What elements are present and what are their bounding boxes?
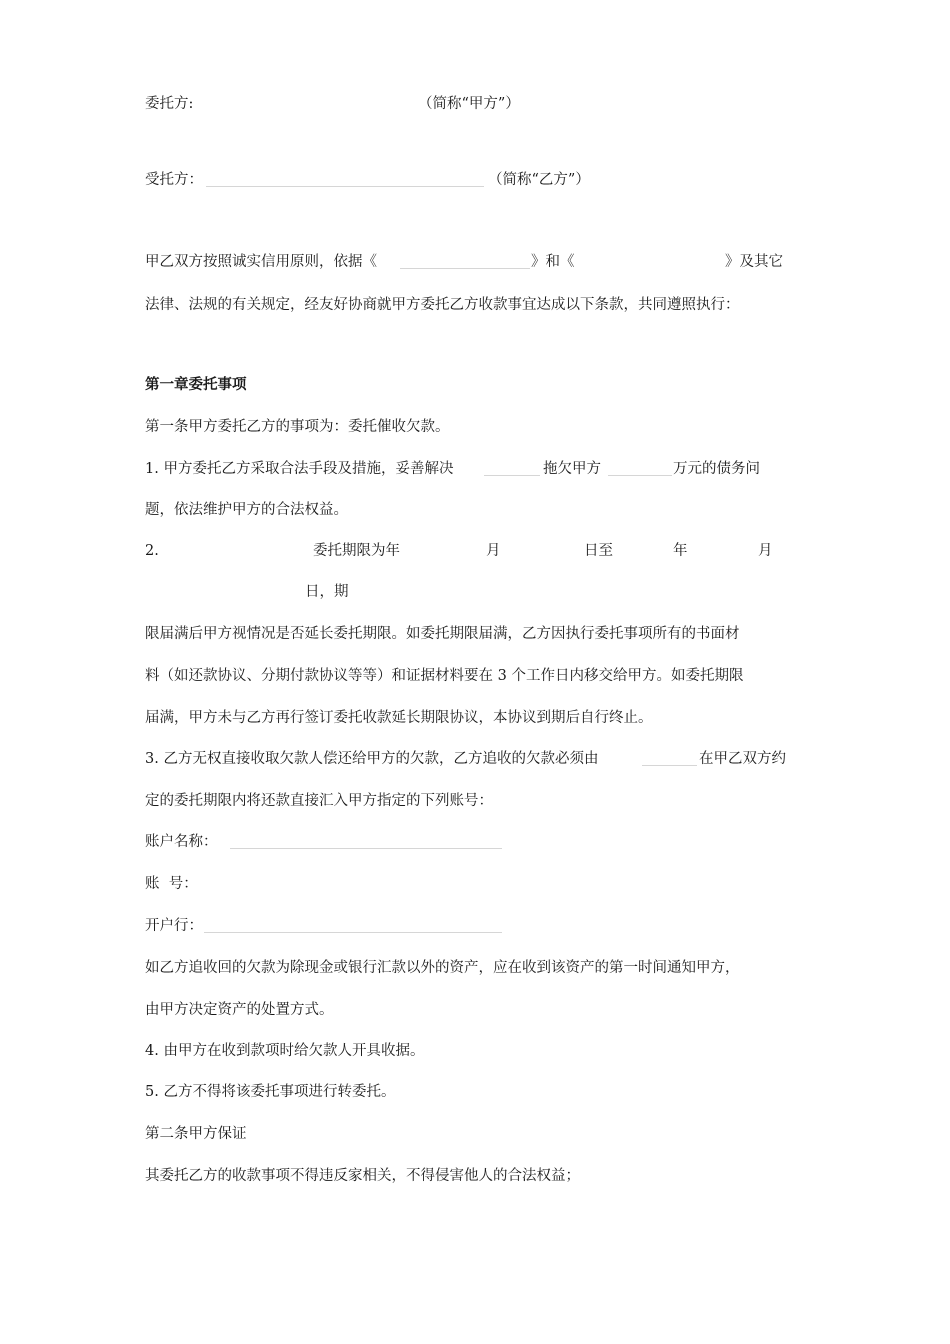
item-2-day-2: 日，期 — [305, 584, 349, 600]
item-2-month-2: 月 — [758, 543, 773, 559]
debtor-blank — [484, 475, 540, 476]
principal-abbreviation: （简称“甲方”） — [418, 96, 520, 112]
item-1-d: 题，依法维护甲方的合法权益。 — [145, 502, 348, 518]
preamble-line1-b: 》和《 — [531, 254, 575, 270]
item-2-year-2: 年 — [673, 543, 688, 559]
item-2-month-1: 月 — [486, 543, 501, 559]
asset-line-2: 由甲方决定资产的处置方式。 — [145, 1002, 334, 1018]
account-number-label: 账 号： — [145, 876, 198, 892]
item-3-a: 3. 乙方无权直接收取欠款人偿还给甲方的欠款，乙方追收的欠款必须由 — [145, 751, 599, 767]
item-4: 4. 由甲方在收到款项时给欠款人开具收据。 — [145, 1043, 425, 1059]
amount-blank — [608, 475, 672, 476]
item-5: 5. 乙方不得将该委托事项进行转委托。 — [145, 1084, 396, 1100]
item-3-b: 在甲乙双方约 — [699, 751, 786, 767]
agent-label: 受托方： — [145, 172, 203, 188]
bank-blank — [204, 932, 502, 933]
item-2-line-4: 料（如还款协议、分期付款协议等等）和证据材料要在 3 个工作日内移交给甲方。如委托期限 — [145, 668, 744, 684]
preamble-line1-a: 甲乙双方按照诚实信用原则，依据《 — [145, 254, 377, 270]
bank-label: 开户行： — [145, 918, 203, 934]
agent-abbreviation: （简称“乙方”） — [488, 172, 590, 188]
item-1-a: 1. 甲方委托乙方采取合法手段及措施，妥善解决 — [145, 461, 454, 477]
principal-label: 委托方: — [145, 96, 194, 112]
chapter-title: 第一章委托事项 — [145, 377, 247, 393]
asset-line-1: 如乙方追收回的欠款为除现金或银行汇款以外的资产，应在收到该资产的第一时间通知甲方， — [145, 960, 740, 976]
item-2-number: 2. — [145, 543, 159, 559]
item-2-period: 委托期限为年 — [313, 543, 400, 559]
item-2-line-3: 限届满后甲方视情况是否延长委托期限。如委托期限届满，乙方因执行委托事项所有的书面材 — [145, 626, 740, 642]
item-1-c: 万元的债务问 — [673, 461, 760, 477]
account-name-label: 账户名称： — [145, 834, 218, 850]
article-1: 第一条甲方委托乙方的事项为：委托催收欠款。 — [145, 419, 450, 435]
preamble-line2: 法律、法规的有关规定，经友好协商就甲方委托乙方收款事宜达成以下条款，共同遵照执行： — [145, 297, 740, 313]
item-2-line-5: 届满，甲方未与乙方再行签订委托收款延长期限协议，本协议到期后自行终止。 — [145, 710, 653, 726]
item-1-b: 拖欠甲方 — [543, 461, 601, 477]
article-2-text: 其委托乙方的收款事项不得违反家相关，不得侵害他人的合法权益； — [145, 1168, 580, 1184]
payer-blank — [642, 765, 697, 766]
item-3-c: 定的委托期限内将还款直接汇入甲方指定的下列账号： — [145, 793, 493, 809]
item-2-day-1: 日至 — [584, 543, 613, 559]
preamble-line1-c: 》及其它 — [725, 254, 783, 270]
law-name-blank-1 — [400, 268, 530, 269]
account-name-blank — [230, 848, 502, 849]
agent-name-blank — [206, 186, 484, 187]
article-2: 第二条甲方保证 — [145, 1126, 247, 1142]
